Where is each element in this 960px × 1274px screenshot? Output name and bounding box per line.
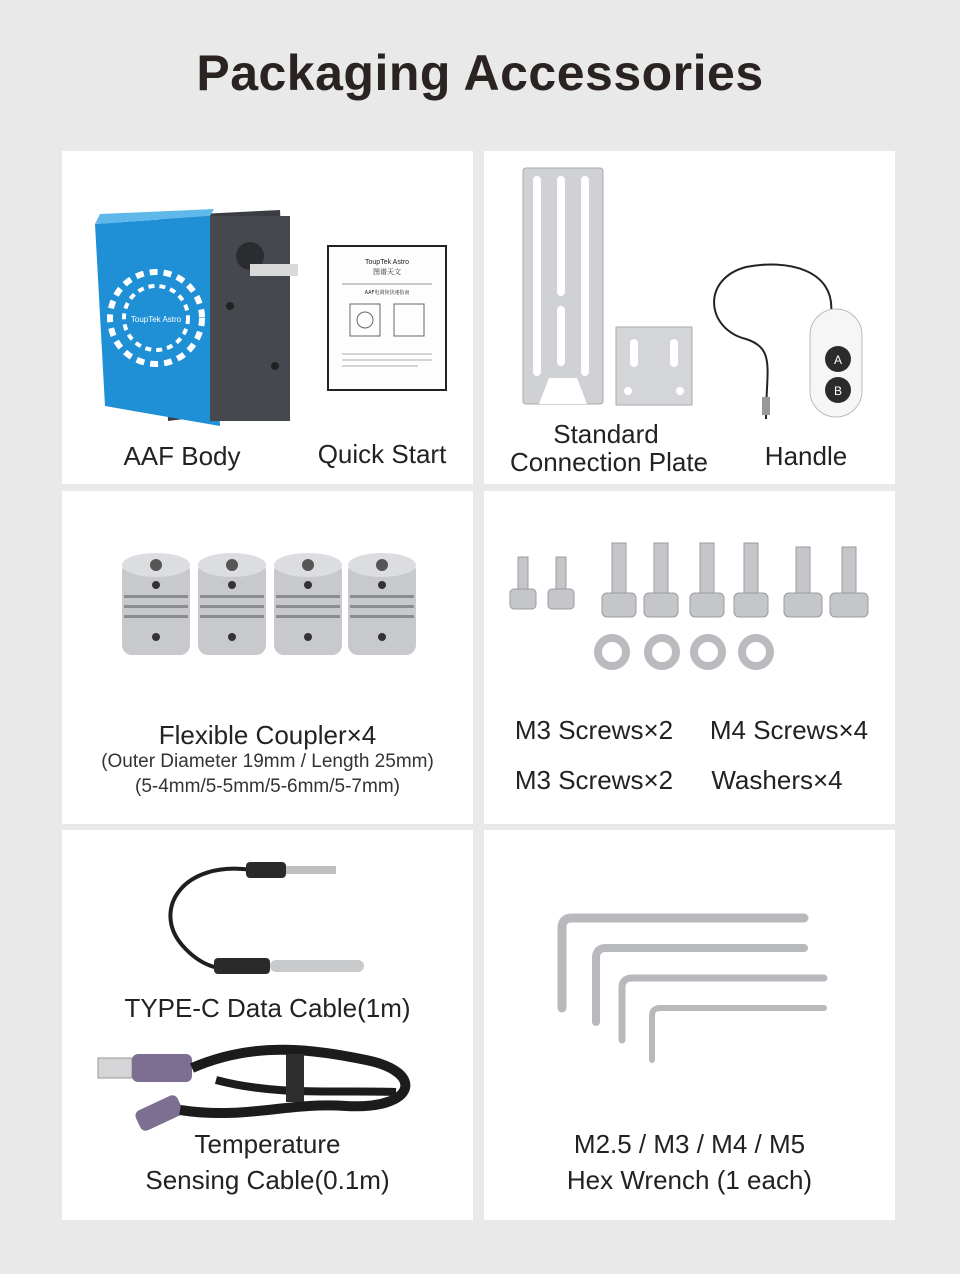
hex-wrench-label: Hex Wrench (1 each) (566, 1165, 813, 1195)
panel-cables (62, 830, 473, 1220)
plate-label-line1: Standard (553, 419, 659, 449)
typec-cable-image (96, 1040, 436, 1140)
temperature-cable-image (162, 850, 382, 980)
quick-start-booklet (328, 246, 446, 390)
hex-wrench-sizes-label: M2.5 / M3 / M4 / M5 (573, 1129, 806, 1159)
booklet-cn-brand: 图谱天文 (373, 268, 401, 276)
coupler-sizes-label: (5-4mm/5-5mm/5-6mm/5-7mm) (135, 776, 400, 797)
coupler-image-1 (122, 551, 190, 659)
panel-flexible-coupler (62, 491, 473, 824)
temperature-cable-label-2: Sensing Cable(0.1m) (145, 1165, 390, 1195)
hex-wrench-image (554, 910, 844, 1070)
m3-screws-label-1: M3 Screws×2 (514, 715, 674, 745)
booklet-subtitle: AAF电调焦快速指南 (364, 290, 410, 296)
coupler-image-2 (198, 551, 266, 659)
screws-image (508, 539, 878, 669)
coupler-dims-label: (Outer Diameter 19mm / Length 25mm) (101, 751, 434, 772)
handle-label: Handle (764, 441, 848, 471)
panel-connection-plate (484, 151, 895, 484)
m3-screws-label-2: M3 Screws×2 (514, 765, 674, 795)
quick-start-label: Quick Start (317, 439, 447, 469)
coupler-label: Flexible Coupler×4 (158, 720, 377, 750)
plate-label-line2: Connection Plate (509, 447, 709, 477)
panel-aaf-body (62, 151, 473, 484)
small-plate-image (616, 327, 692, 405)
aaf-body-label: AAF Body (123, 441, 241, 471)
handle-button-a: A (833, 353, 843, 367)
temperature-cable-label-1: Temperature (194, 1129, 341, 1159)
aaf-body-image (90, 206, 330, 436)
handle-button-b: B (833, 384, 843, 398)
booklet-brand: ToupTek Astro (365, 259, 409, 266)
panel-hex-wrench (484, 830, 895, 1220)
typec-cable-label: TYPE-C Data Cable(1m) (124, 993, 411, 1023)
washers-label: Washers×4 (711, 765, 843, 795)
aaf-body-logo-text: ToupTek Astro (130, 315, 182, 324)
connection-plate-image (519, 166, 609, 406)
coupler-image-3 (274, 551, 342, 659)
m4-screws-label: M4 Screws×4 (709, 715, 869, 745)
handle-image (706, 259, 876, 429)
page-title: Packaging Accessories (196, 45, 764, 101)
coupler-image-4 (348, 551, 416, 659)
panel-screws (484, 491, 895, 824)
